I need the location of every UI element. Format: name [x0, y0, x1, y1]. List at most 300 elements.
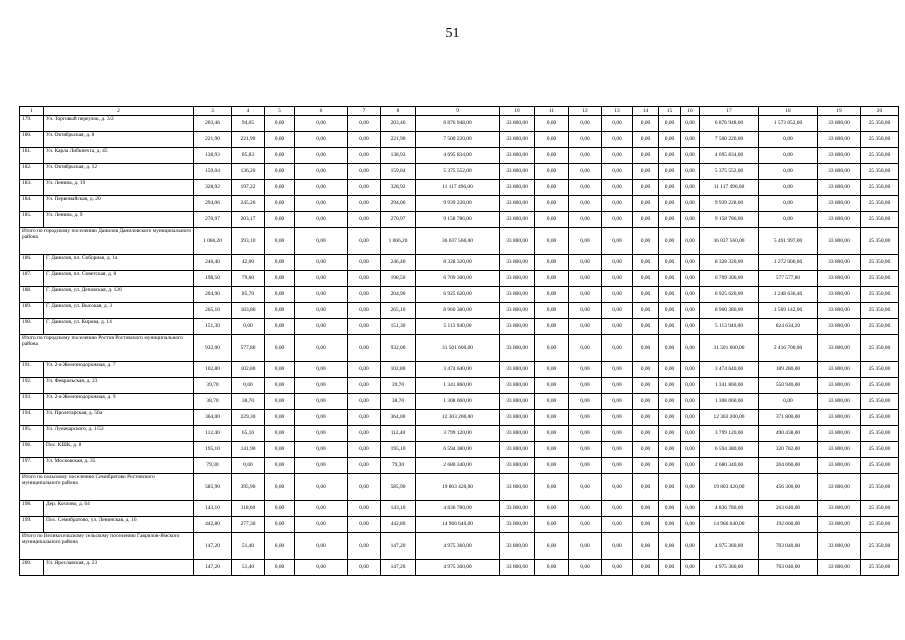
subtotal-label: Итого по сельскому поселению Семибратово Ростовского муниципального района	[20, 474, 194, 501]
value-cell: 0,00	[348, 228, 381, 255]
value-cell: 0,00	[265, 335, 295, 362]
value-cell: 0,00	[633, 255, 659, 271]
value-cell: 456 300,00	[759, 474, 818, 501]
value-cell: 3 799 120,00	[416, 426, 500, 442]
subtotal-row	[20, 533, 899, 560]
value-cell: 0,00	[535, 410, 569, 426]
value-cell: 138,93	[381, 148, 416, 164]
table-row	[20, 132, 899, 148]
value-cell: 8 960 380,00	[700, 303, 759, 319]
value-cell: 36 037 560,00	[416, 228, 500, 255]
value-cell: 0,00	[535, 394, 569, 410]
value-cell: 0,00	[681, 378, 700, 394]
value-cell: 0,00	[681, 517, 700, 533]
value-cell: 0,00	[659, 378, 681, 394]
column-number: 1	[20, 107, 44, 116]
value-cell: 0,00	[265, 255, 295, 271]
value-cell: 0,00	[535, 362, 569, 378]
value-cell: 33 800,00	[500, 426, 535, 442]
table-row	[20, 442, 899, 458]
value-cell: 0,00	[681, 180, 700, 196]
value-cell: 0,00	[659, 287, 681, 303]
value-cell: 0,00	[265, 517, 295, 533]
value-cell: 0,00	[681, 442, 700, 458]
value-cell: 33 800,00	[500, 255, 535, 271]
value-cell: 25 350,00	[861, 271, 899, 287]
value-cell: 7 500 220,00	[700, 132, 759, 148]
value-cell: 0,00	[681, 116, 700, 132]
value-cell: 112,40	[381, 426, 416, 442]
value-cell: 38,70	[381, 394, 416, 410]
row-number: 182.	[20, 164, 44, 180]
row-number: 193.	[20, 394, 44, 410]
value-cell: 204 060,00	[759, 458, 818, 474]
value-cell: 0,00	[659, 212, 681, 228]
value-cell: 33 800,00	[500, 533, 535, 560]
value-cell: 33 800,00	[500, 501, 535, 517]
value-cell: 0,00	[535, 164, 569, 180]
column-number: 15	[659, 107, 681, 116]
table-row	[20, 164, 899, 180]
value-cell: 147,20	[381, 533, 416, 560]
value-cell: 33 800,00	[500, 560, 535, 576]
row-number: 183.	[20, 180, 44, 196]
value-cell: 0,00	[348, 410, 381, 426]
value-cell: 33 800,00	[818, 426, 861, 442]
value-cell: 33 800,00	[500, 362, 535, 378]
table-row	[20, 148, 899, 164]
value-cell: 0,00	[659, 426, 681, 442]
value-cell: 0,00	[602, 394, 633, 410]
value-cell: 0,00	[348, 132, 381, 148]
value-cell: 0,00	[265, 378, 295, 394]
value-cell: 0,00	[602, 196, 633, 212]
value-cell: 7 500 220,00	[416, 132, 500, 148]
value-cell: 4 975 360,00	[700, 533, 759, 560]
value-cell: 0,00	[265, 116, 295, 132]
value-cell: 33 800,00	[818, 378, 861, 394]
value-cell: 5 113 940,00	[416, 319, 500, 335]
value-cell: 33 800,00	[500, 319, 535, 335]
value-cell: 0,00	[659, 148, 681, 164]
value-cell: 0,00	[659, 458, 681, 474]
value-cell: 0,00	[348, 116, 381, 132]
value-cell: 0,00	[659, 474, 681, 501]
value-cell: 0,00	[659, 132, 681, 148]
value-cell: 0,00	[659, 271, 681, 287]
value-cell: 0,00	[535, 148, 569, 164]
row-number: 197.	[20, 458, 44, 474]
table-row	[20, 255, 899, 271]
value-cell: 33 800,00	[500, 458, 535, 474]
address-cell: Дер. Козлово, д. 64	[44, 501, 194, 517]
value-cell: 0,00	[295, 116, 348, 132]
value-cell: 0,00	[295, 164, 348, 180]
value-cell: 1 248 636,40	[759, 287, 818, 303]
value-cell: 31 501 600,00	[416, 335, 500, 362]
value-cell: 932,00	[381, 335, 416, 362]
value-cell: 0,00	[295, 362, 348, 378]
value-cell: 0,00	[535, 228, 569, 255]
value-cell: 0,00	[265, 362, 295, 378]
value-cell: 0,00	[265, 271, 295, 287]
value-cell: 25 350,00	[861, 517, 899, 533]
value-cell: 25 350,00	[861, 164, 899, 180]
value-cell: 4 695 834,00	[700, 148, 759, 164]
row-number: 186.	[20, 255, 44, 271]
value-cell: 0,00	[348, 362, 381, 378]
value-cell: 0,00	[633, 474, 659, 501]
row-number: 192.	[20, 378, 44, 394]
value-cell: 203,46	[381, 116, 416, 132]
value-cell: 33 800,00	[818, 212, 861, 228]
value-cell: 4 836 780,00	[700, 501, 759, 517]
value-cell: 0,00	[759, 394, 818, 410]
value-cell: 33 800,00	[818, 394, 861, 410]
value-cell: 79,30	[381, 458, 416, 474]
value-cell: 0,00	[602, 335, 633, 362]
row-number: 198.	[20, 501, 44, 517]
value-cell: 0,00	[232, 319, 265, 335]
value-cell: 0,00	[569, 271, 602, 287]
column-number: 2	[44, 107, 194, 116]
row-number: 194.	[20, 410, 44, 426]
value-cell: 1 272 006,60	[759, 255, 818, 271]
value-cell: 33 800,00	[818, 228, 861, 255]
value-cell: 33 800,00	[818, 362, 861, 378]
value-cell: 0,00	[295, 303, 348, 319]
value-cell: 0,00	[348, 501, 381, 517]
value-cell: 0,00	[602, 458, 633, 474]
value-cell: 0,00	[759, 196, 818, 212]
value-cell: 2 680 340,00	[416, 458, 500, 474]
subtotal-label: Итого по городскому поселению Данилов Даниловского муниципального района	[20, 228, 194, 255]
column-number: 13	[602, 107, 633, 116]
value-cell: 0,00	[681, 560, 700, 576]
value-cell: 0,00	[681, 303, 700, 319]
column-number: 7	[348, 107, 381, 116]
value-cell: 0,00	[232, 458, 265, 474]
value-cell: 0,00	[265, 394, 295, 410]
value-cell: 0,00	[569, 180, 602, 196]
value-cell: 0,00	[569, 501, 602, 517]
value-cell: 0,00	[681, 271, 700, 287]
value-cell: 0,00	[535, 196, 569, 212]
value-cell: 39,70	[381, 378, 416, 394]
value-cell: 364,00	[194, 410, 232, 426]
value-cell: 0,00	[569, 410, 602, 426]
value-cell: 195,10	[381, 442, 416, 458]
value-cell: 0,00	[348, 458, 381, 474]
table-row	[20, 287, 899, 303]
value-cell: 0,00	[535, 255, 569, 271]
value-cell: 0,00	[535, 474, 569, 501]
value-cell: 0,00	[602, 362, 633, 378]
value-cell: 0,00	[681, 196, 700, 212]
table-row	[20, 560, 899, 576]
value-cell: 0,00	[659, 116, 681, 132]
value-cell: 0,00	[569, 394, 602, 410]
value-cell: 0,00	[602, 560, 633, 576]
value-cell: 79,60	[232, 271, 265, 287]
value-cell: 94,05	[232, 116, 265, 132]
value-cell: 0,00	[265, 560, 295, 576]
value-cell: 490 438,00	[759, 426, 818, 442]
value-cell: 0,00	[295, 255, 348, 271]
value-cell: 0,00	[535, 180, 569, 196]
value-cell: 0,00	[633, 116, 659, 132]
value-cell: 0,00	[681, 362, 700, 378]
value-cell: 0,00	[535, 458, 569, 474]
value-cell: 33 800,00	[818, 474, 861, 501]
value-cell: 38,70	[194, 394, 232, 410]
value-cell: 33 800,00	[818, 180, 861, 196]
value-cell: 0,00	[681, 212, 700, 228]
column-number: 3	[194, 107, 232, 116]
column-number: 6	[295, 107, 348, 116]
value-cell: 0,00	[569, 164, 602, 180]
address-cell: Пос. КШК, д. 8	[44, 442, 194, 458]
value-cell: 102,80	[232, 362, 265, 378]
column-number: 11	[535, 107, 569, 116]
value-cell: 0,00	[295, 458, 348, 474]
value-cell: 65,10	[232, 426, 265, 442]
value-cell: 0,00	[633, 303, 659, 319]
value-cell: 0,00	[232, 378, 265, 394]
value-cell: 33 800,00	[500, 132, 535, 148]
value-cell: 442,80	[194, 517, 232, 533]
value-cell: 33 800,00	[818, 287, 861, 303]
value-cell: 0,00	[633, 394, 659, 410]
value-cell: 12 303 200,00	[700, 410, 759, 426]
value-cell: 0,00	[633, 164, 659, 180]
value-cell: 0,00	[659, 442, 681, 458]
value-cell: 0,00	[348, 303, 381, 319]
value-cell: 198,50	[381, 271, 416, 287]
value-cell: 0,00	[659, 335, 681, 362]
value-cell: 9 158 786,00	[700, 212, 759, 228]
value-cell: 0,00	[602, 212, 633, 228]
value-cell: 136,20	[232, 164, 265, 180]
value-cell: 0,00	[535, 319, 569, 335]
value-cell: 0,00	[295, 180, 348, 196]
value-cell: 12 303 200,00	[416, 410, 500, 426]
table-row	[20, 212, 899, 228]
value-cell: 33 800,00	[500, 303, 535, 319]
value-cell: 204,90	[194, 287, 232, 303]
value-cell: 19 803 420,00	[700, 474, 759, 501]
value-cell: 0,00	[348, 560, 381, 576]
address-cell: Ул. 2-я Железнодорожная, д. 7	[44, 362, 194, 378]
value-cell: 263 640,00	[759, 501, 818, 517]
value-cell: 0,00	[659, 255, 681, 271]
value-cell: 33 800,00	[818, 164, 861, 180]
value-cell: 0,00	[569, 442, 602, 458]
value-cell: 221,90	[232, 132, 265, 148]
table-row	[20, 394, 899, 410]
value-cell: 0,00	[569, 303, 602, 319]
value-cell: 6 709 300,00	[700, 271, 759, 287]
value-cell: 25 350,00	[861, 212, 899, 228]
value-cell: 4 975 360,00	[700, 560, 759, 576]
value-cell: 0,00	[295, 501, 348, 517]
value-cell: 0,00	[348, 212, 381, 228]
column-number: 9	[416, 107, 500, 116]
value-cell: 0,00	[569, 228, 602, 255]
value-cell: 229,30	[232, 410, 265, 426]
value-cell: 246,40	[381, 255, 416, 271]
column-number: 20	[861, 107, 899, 116]
value-cell: 0,00	[633, 560, 659, 576]
column-number: 8	[381, 107, 416, 116]
value-cell: 0,00	[633, 335, 659, 362]
value-cell: 0,00	[569, 335, 602, 362]
value-cell: 33 800,00	[818, 410, 861, 426]
value-cell: 85,70	[232, 287, 265, 303]
value-cell: 0,00	[659, 501, 681, 517]
value-cell: 0,00	[265, 303, 295, 319]
value-cell: 0,00	[602, 319, 633, 335]
row-number: 181.	[20, 148, 44, 164]
value-cell: 0,00	[681, 533, 700, 560]
row-number: 196.	[20, 442, 44, 458]
value-cell: 25 350,00	[861, 335, 899, 362]
value-cell: 25 350,00	[861, 148, 899, 164]
table-row	[20, 410, 899, 426]
value-cell: 79,30	[194, 458, 232, 474]
value-cell: 320 782,00	[759, 442, 818, 458]
value-cell: 0,00	[633, 271, 659, 287]
value-cell: 0,00	[659, 394, 681, 410]
value-cell: 270,97	[194, 212, 232, 228]
row-number: 199.	[20, 517, 44, 533]
value-cell: 0,00	[265, 132, 295, 148]
value-cell: 31 501 600,00	[700, 335, 759, 362]
value-cell: 25 350,00	[861, 394, 899, 410]
value-cell: 0,00	[633, 287, 659, 303]
address-cell: Ул. 2-я Железнодорожная, д. 9	[44, 394, 194, 410]
address-cell: Г. Данилов, пл. Советская, д. 8	[44, 271, 194, 287]
value-cell: 0,00	[295, 271, 348, 287]
value-cell: 1 066,20	[381, 228, 416, 255]
table-row	[20, 362, 899, 378]
value-cell: 8 960 380,00	[416, 303, 500, 319]
address-cell: Г. Данилов, ул. Деповская, д. 126	[44, 287, 194, 303]
value-cell: 0,00	[633, 228, 659, 255]
value-cell: 5 113 940,00	[700, 319, 759, 335]
value-cell: 0,00	[681, 335, 700, 362]
value-cell: 11 117 496,00	[700, 180, 759, 196]
value-cell: 0,00	[348, 533, 381, 560]
value-cell: 197,22	[232, 180, 265, 196]
value-cell: 33 800,00	[818, 533, 861, 560]
value-cell: 0,00	[295, 335, 348, 362]
value-cell: 0,00	[681, 394, 700, 410]
value-cell: 33 800,00	[818, 271, 861, 287]
table-row	[20, 378, 899, 394]
value-cell: 246,40	[194, 255, 232, 271]
value-cell: 0,00	[348, 426, 381, 442]
value-cell: 0,00	[295, 533, 348, 560]
value-cell: 0,00	[265, 458, 295, 474]
value-cell: 0,00	[759, 132, 818, 148]
value-cell: 25 350,00	[861, 442, 899, 458]
subtotal-label: Итого по Великосельскому сельскому поселению Гаврилов-Ямского муниципального района	[20, 533, 194, 560]
value-cell: 0,00	[348, 442, 381, 458]
value-cell: 8 328 320,00	[700, 255, 759, 271]
value-cell: 703 040,00	[759, 560, 818, 576]
row-number: 184.	[20, 196, 44, 212]
value-cell: 3 799 120,00	[700, 426, 759, 442]
value-cell: 0,00	[602, 501, 633, 517]
value-cell: 0,00	[681, 426, 700, 442]
value-cell: 0,00	[602, 164, 633, 180]
value-cell: 0,00	[659, 560, 681, 576]
table-row	[20, 196, 899, 212]
value-cell: 33 800,00	[818, 560, 861, 576]
address-cell: Ул. Пролетарская, д. 56а	[44, 410, 194, 426]
value-cell: 192 660,00	[759, 517, 818, 533]
value-cell: 245,26	[232, 196, 265, 212]
value-cell: 0,00	[535, 287, 569, 303]
value-cell: 25 350,00	[861, 362, 899, 378]
value-cell: 195,10	[194, 442, 232, 458]
table-row	[20, 271, 899, 287]
table-row	[20, 319, 899, 335]
row-number: 180.	[20, 132, 44, 148]
row-number: 179.	[20, 116, 44, 132]
value-cell: 14 966 640,00	[700, 517, 759, 533]
value-cell: 39,70	[194, 378, 232, 394]
value-cell: 6 594 380,00	[416, 442, 500, 458]
address-cell: Г. Данилов, пл. Соборная, д. 1а	[44, 255, 194, 271]
row-number: 190.	[20, 319, 44, 335]
value-cell: 1 308 060,00	[700, 394, 759, 410]
address-cell: Ул. Первомайская, д. 20	[44, 196, 194, 212]
address-cell: Ул. Карла Либкнехта, д. 45	[44, 148, 194, 164]
value-cell: 0,00	[659, 319, 681, 335]
value-cell: 442,80	[381, 517, 416, 533]
value-cell: 0,00	[659, 196, 681, 212]
value-cell: 1 066,20	[194, 228, 232, 255]
value-cell: 33 800,00	[500, 196, 535, 212]
value-cell: 265,10	[194, 303, 232, 319]
value-cell: 0,00	[265, 474, 295, 501]
value-cell: 33 800,00	[500, 116, 535, 132]
value-cell: 204,90	[381, 287, 416, 303]
value-cell: 0,00	[569, 287, 602, 303]
page-number: 51	[445, 26, 460, 41]
value-cell: 0,00	[659, 180, 681, 196]
value-cell: 0,00	[535, 116, 569, 132]
value-cell: 0,00	[602, 228, 633, 255]
value-cell: 0,00	[633, 148, 659, 164]
value-cell: 0,00	[569, 212, 602, 228]
value-cell: 0,00	[348, 148, 381, 164]
value-cell: 265,10	[381, 303, 416, 319]
value-cell: 395,90	[232, 474, 265, 501]
value-cell: 3 474 640,00	[700, 362, 759, 378]
value-cell: 0,00	[759, 148, 818, 164]
value-cell: 159,04	[381, 164, 416, 180]
value-cell: 0,00	[348, 474, 381, 501]
value-cell: 141,90	[232, 442, 265, 458]
address-cell: Ул. Октябрьская, д. 12	[44, 164, 194, 180]
value-cell: 0,00	[535, 426, 569, 442]
value-cell: 0,00	[602, 132, 633, 148]
value-cell: 33 800,00	[500, 271, 535, 287]
value-cell: 0,00	[659, 517, 681, 533]
